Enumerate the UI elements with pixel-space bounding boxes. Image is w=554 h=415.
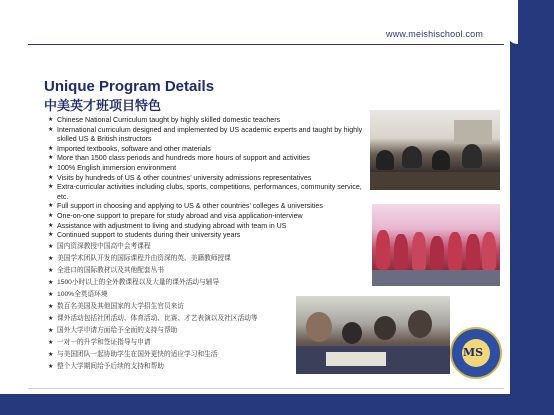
list-item: ★ Imported textbooks, software and other materials: [48, 145, 366, 155]
list-item: ★ More than 1500 class periods and hundreds more hours of support and activities: [48, 154, 366, 164]
footer-band: [0, 394, 554, 415]
list-item: ★ International curriculum designed and implemented by US academic experts and taught by highly skilled US & British instructors: [48, 126, 366, 145]
list-item-cn: ★ 数百名美国及其他国家的大学招生官员来访: [48, 301, 366, 313]
list-item-cn: ★ 全进口的国际教材以及其他配套丛书: [48, 265, 366, 277]
page-title-chinese: 中美英才班项目特色: [44, 98, 162, 113]
discussion-photo: [296, 296, 450, 374]
list-item-cn: ★ 整个大学期间给予后续的支持和帮助: [48, 361, 366, 373]
list-item: ★ Full support in choosing and applying to US & other countries’ colleges & universities: [48, 202, 366, 212]
list-item: ★ Continued support to students during their university years: [48, 231, 366, 241]
classroom-photo: [370, 110, 500, 190]
band-curve: [506, 0, 518, 44]
header-divider: [28, 44, 504, 45]
list-item: ★ 100% English immersion environment: [48, 164, 366, 174]
list-item-cn: ★ 国内资深教授中国高中会考课程: [48, 241, 366, 253]
logo-text: MS: [463, 346, 484, 359]
list-item: ★ Assistance with adjustment to living and studying abroad with team in US: [48, 222, 366, 232]
list-item: ★ Chinese National Curriculum taught by highly skilled domestic teachers: [48, 116, 366, 126]
list-item-cn: ★ 1500小时以上的全外教课程以及大量的课外活动与辅导: [48, 277, 366, 289]
list-item-cn: ★ 美国学术团队开发的国际课程并由资深的英、美籍教师授课: [48, 253, 366, 265]
website-url[interactable]: www.meishischool.com: [386, 29, 484, 39]
list-item: ★ Visits by hundreds of US & other countries’ university admissions representatives: [48, 174, 366, 184]
footer-divider: [28, 388, 504, 389]
list-item-cn: ★ 一对一的升学和签证指导与申请: [48, 337, 366, 349]
list-item: ★ Extra-curricular activities including clubs, sports, competitions, performances, community service, etc.: [48, 183, 366, 202]
right-decorative-band: [510, 0, 554, 415]
performance-photo: [372, 204, 500, 286]
list-item-cn: ★ 100%全英语环境: [48, 289, 366, 301]
list-item-cn: ★ 课外活动包括社团活动、体育活动、比赛、才艺表演以及社区活动等: [48, 313, 366, 325]
school-logo: [450, 327, 502, 379]
page-title-english: Unique Program Details: [44, 78, 215, 95]
list-item: ★ One-on-one support to prepare for study abroad and visa application-interview: [48, 212, 366, 222]
list-item-cn: ★ 与美国团队一起协助学生在国外更快的适应学习和生活: [48, 349, 366, 361]
list-item-cn: ★ 国外大学申请方面给予全面的支持与帮助: [48, 325, 366, 337]
